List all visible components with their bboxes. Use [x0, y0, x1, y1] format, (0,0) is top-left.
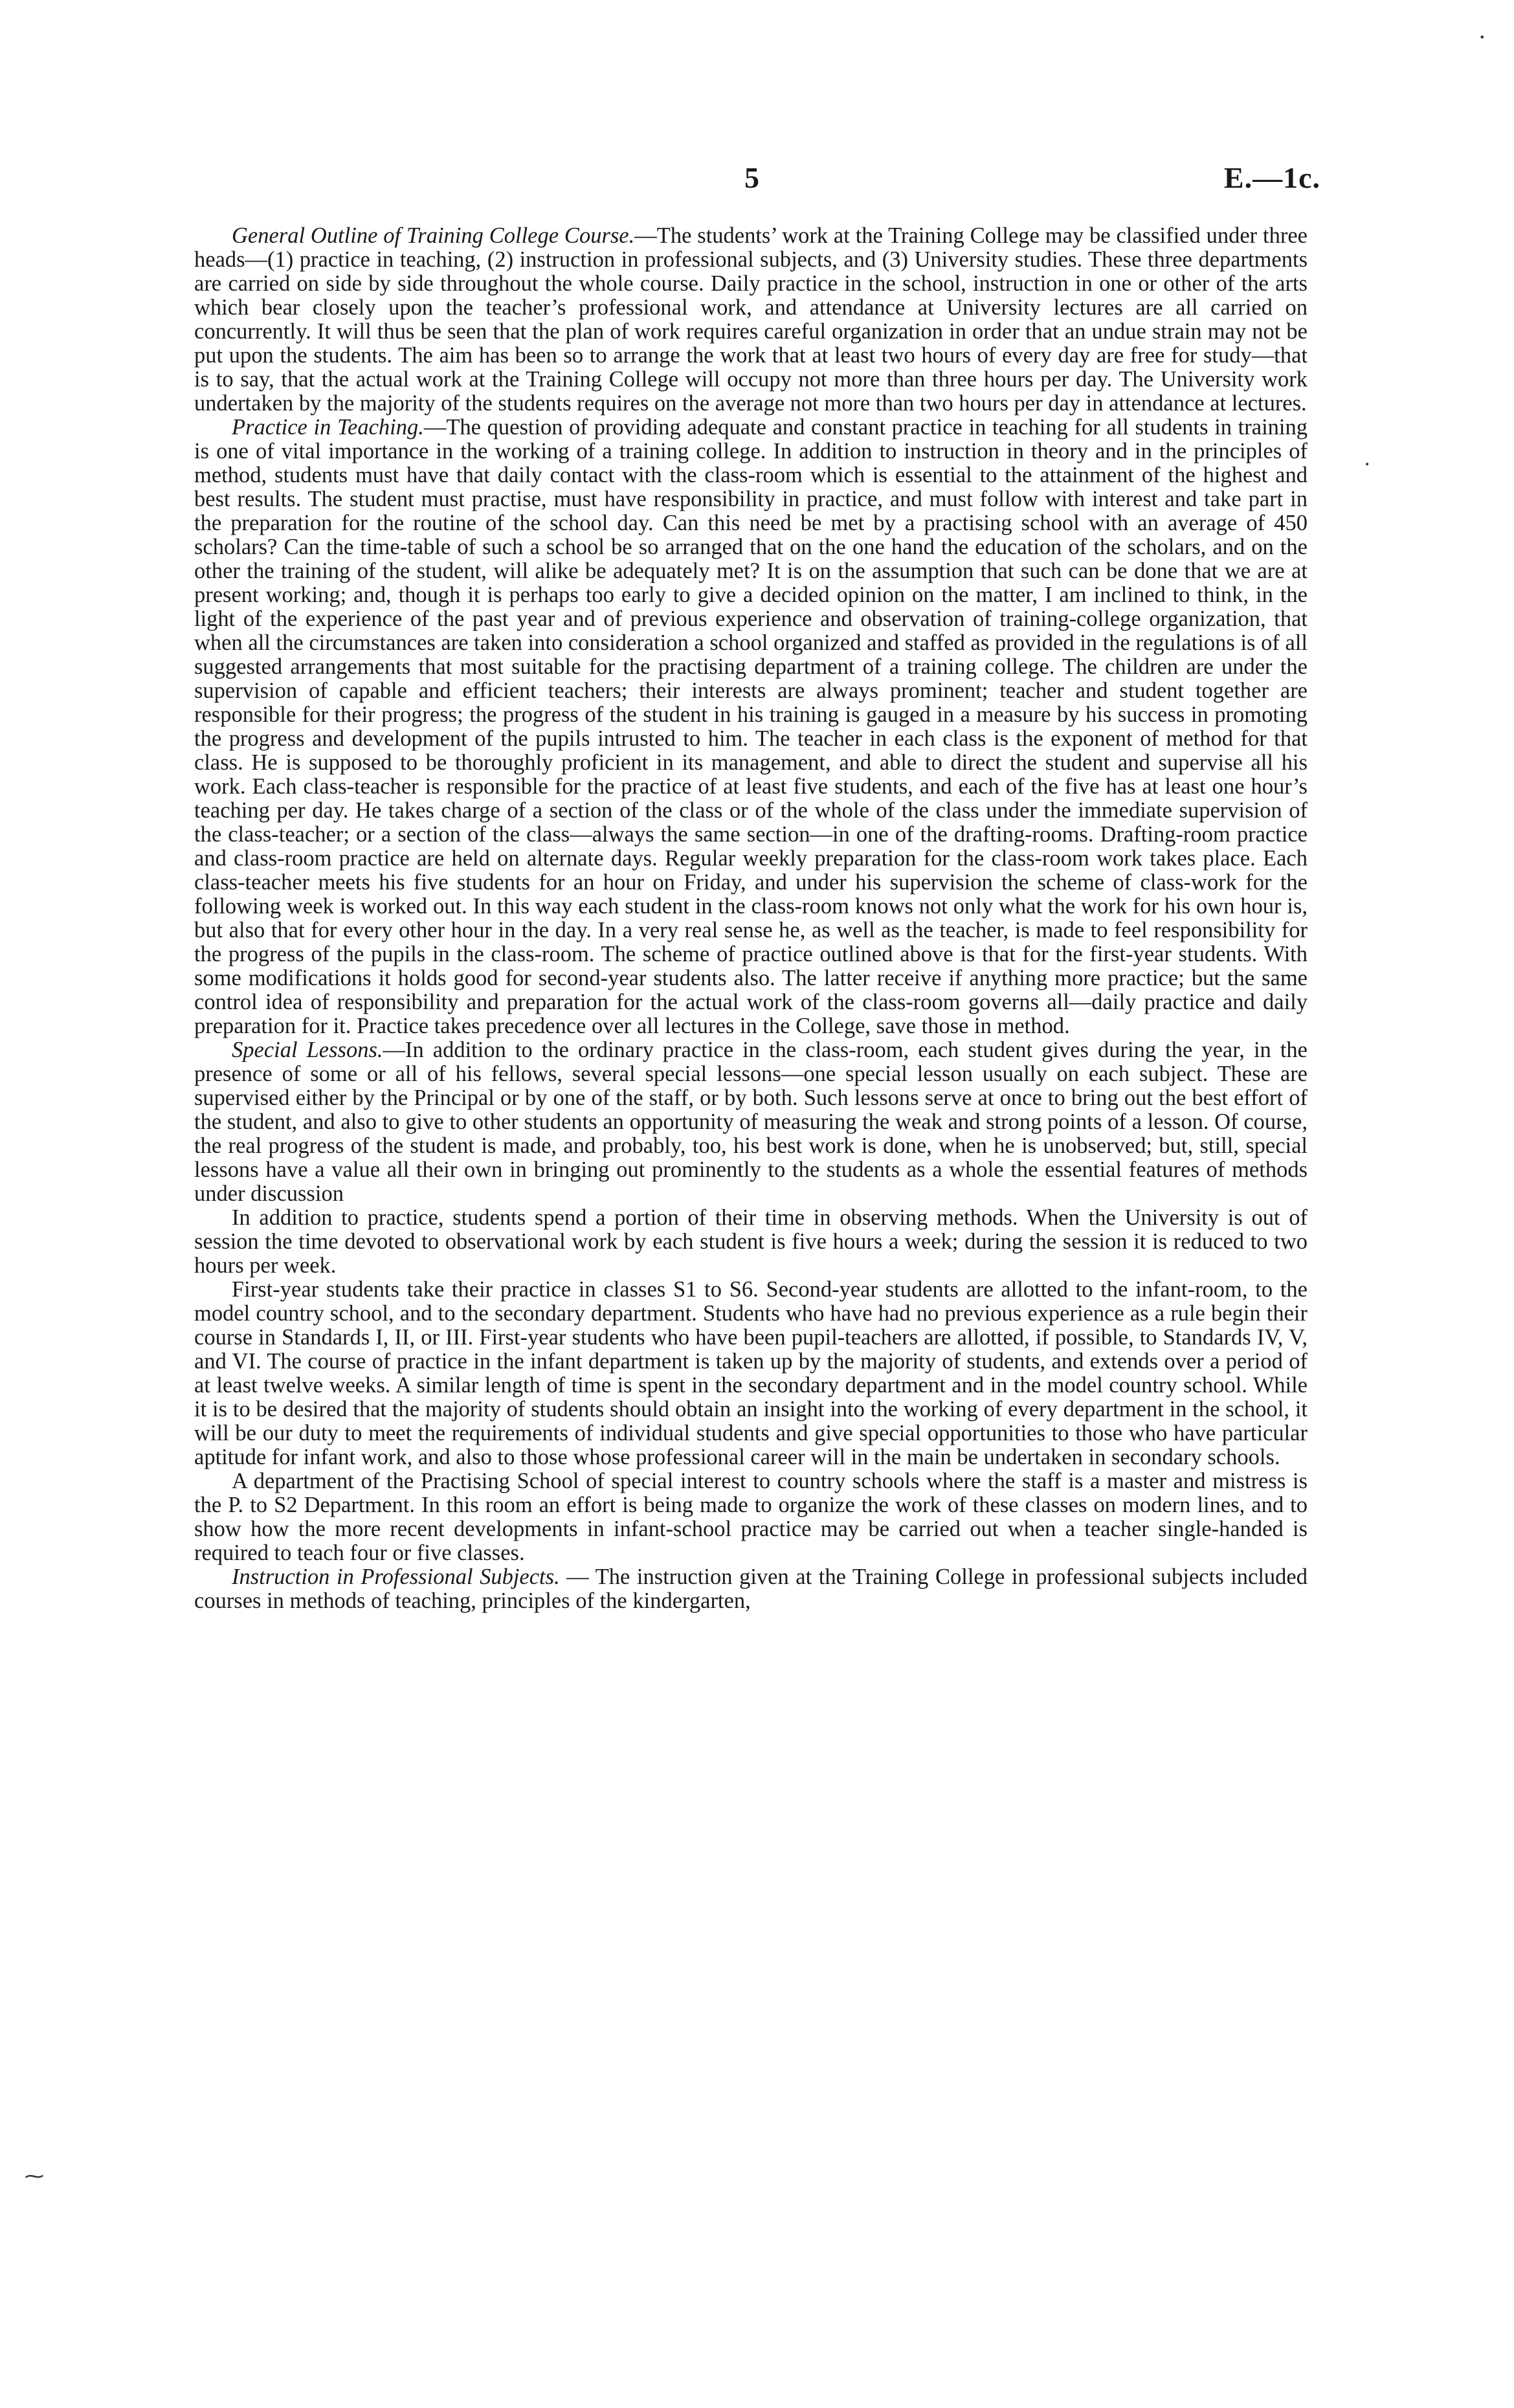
- paragraph-practice-in-teaching: [194, 416, 1308, 1038]
- document-reference: E.—1c.: [1223, 161, 1320, 194]
- scan-speck: •: [1479, 31, 1486, 43]
- document-body: [194, 224, 1308, 1613]
- paragraph-text: —In addition to the ordinary practice in the class-room, each student gives during the year, in the presence of some or all of his fellows, several special lessons—one special lesson usually on each subject. These are supervised either by the Principal or by one of the staff, or by both. Such lessons serve at once to bring out the best effort of the student, and also to give to other students an opportunity of measuring the weak and strong points of a lesson. Of course, the real progress of the student is made, and probably, too, his best work is done, when he is unobserved; but, still, special lessons have a value all their own in bringing out prominently to the students as a whole the essential features of methods under discussion: [194, 1038, 1308, 1206]
- paragraph-heading: Instruction in Professional Subjects.: [232, 1565, 560, 1589]
- paragraph-heading: Special Lessons.: [232, 1038, 383, 1062]
- scan-mark: ⁓: [25, 2165, 44, 2188]
- paragraph-text: — The instruction given at the Training College in professional subjects included courses in methods of teaching, principles of the kindergarten,: [194, 1565, 1308, 1613]
- paragraph-observing-methods: [194, 1206, 1308, 1278]
- paragraph-country-department: [194, 1469, 1308, 1565]
- paragraph-special-lessons: [194, 1038, 1308, 1206]
- paragraph-text: In addition to practice, students spend a portion of their time in observing methods. When the University is out of session the time devoted to observational work by each student is five hours a week; during the session it is reduced to two hours per week.: [194, 1205, 1308, 1278]
- paragraph-heading: General Outline of Training College Course.: [232, 223, 635, 248]
- paragraph-heading: Practice in Teaching.: [232, 415, 424, 440]
- paragraph-general-outline: [194, 224, 1308, 416]
- paragraph-professional-subjects: [194, 1565, 1308, 1613]
- paragraph-text: —The question of providing adequate and constant practice in teaching for all students in training is one of vital importance in the working of a training college. In addition to instruction in theory and in the principles of method, students must have that daily contact with the class-room which is essential to the attainment of the highest and best results. The student must practise, must have responsibility in practice, and must follow with interest and take part in the preparation for the routine of the school day. Can this need be met by a practising school with an average of 450 scholars? Can the time-table of such a school be so arranged that on the one hand the education of the scholars, and on the other the training of the student, will alike be adequately met? It is on the assumption that such can be done that we are at present working; and, though it is perhaps too early to give a decided opinion on the matter, I am inclined to think, in the light of the experience of the past year and of previous experience and observation of training-college organization, that when all the circumstances are taken into consideration a school organized and staffed as provided in the regulations is of all suggested arrangements that most suitable for the practising department of a training college. The children are under the supervision of capable and efficient teachers; their interests are always prominent; teacher and student together are responsible for their progress; the progress of the student in his training is gauged in a measure by his success in promoting the progress and development of the pupils intrusted to him. The teacher in each class is the exponent of method for that class. He is supposed to be thoroughly proficient in its management, and able to direct the student and supervise all his work. Each class-teacher is responsible for the practice of at least five students, and each of the five has at least one hour’s teaching per day. He takes charge of a section of the class or of the whole of the class under the immediate supervision of the class-teacher; or a section of the class—always the same section—in one of the drafting-rooms. Drafting-room practice and class-room practice are held on alternate days. Regular weekly preparation for the class-room work takes place. Each class-teacher meets his five students for an hour on Friday, and under his supervision the scheme of class-work for the following week is worked out. In this way each student in the class-room knows not only what the work for his own hour is, but also that for every other hour in the day. In a very real sense he, as well as the teacher, is made to feel responsibility for the progress of the pupils in the class-room. The scheme of practice outlined above is that for the first-year students. With some modifications it holds good for second-year students also. The latter receive if anything more practice; but the same control idea of responsibility and preparation for the actual work of the class-room governs all—daily practice and daily preparation for it. Practice takes precedence over all lectures in the College, save those in method.: [194, 415, 1308, 1038]
- paragraph-text: First-year students take their practice in classes S1 to S6. Second-year students are allotted to the infant-room, to the model country school, and to the secondary department. Students who have had no previous experience as a rule begin their course in Standards I, II, or III. First-year students who have been pupil-teachers are allotted, if possible, to Standards IV, V, and VI. The course of practice in the infant department is taken up by the majority of students, and extends over a period of at least twelve weeks. A similar length of time is spent in the secondary department and in the model country school. While it is to be desired that the majority of students should obtain an insight into the working of every department in the school, it will be our duty to meet the requirements of individual students and give special opportunities to those who have particular aptitude for infant work, and also to those whose professional career will in the main be undertaken in secondary schools.: [194, 1277, 1308, 1469]
- paragraph-text: A department of the Practising School of special interest to country schools where the staff is a master and mistress is the P. to S2 Department. In this room an effort is being made to organize the work of these classes on modern lines, and to show how the more recent developments in infant-school practice may be carried out when a teacher single-handed is required to teach four or five classes.: [194, 1469, 1308, 1565]
- paragraph-text: —The students’ work at the Training College may be classified under three heads—(1) practice in teaching, (2) instruction in professional subjects, and (3) University studies. These three departments are carried on side by side throughout the whole course. Daily practice in the school, instruction in one or other of the arts which bear closely upon the teacher’s professional work, and attendance at University lectures are all carried on concurrently. It will thus be seen that the plan of work requires careful organization in order that an undue strain may not be put upon the students. The aim has been so to arrange the work that at least two hours of every day are free for study—that is to say, that the actual work at the Training College will occupy not more than three hours per day. The University work undertaken by the majority of the students requires on the average not more than two hours per day in attendance at lectures.: [194, 223, 1308, 416]
- page-number: 5: [744, 161, 759, 194]
- scan-speck: •: [1364, 460, 1370, 470]
- paragraph-class-allotment: [194, 1278, 1308, 1469]
- page-header: [194, 161, 1320, 199]
